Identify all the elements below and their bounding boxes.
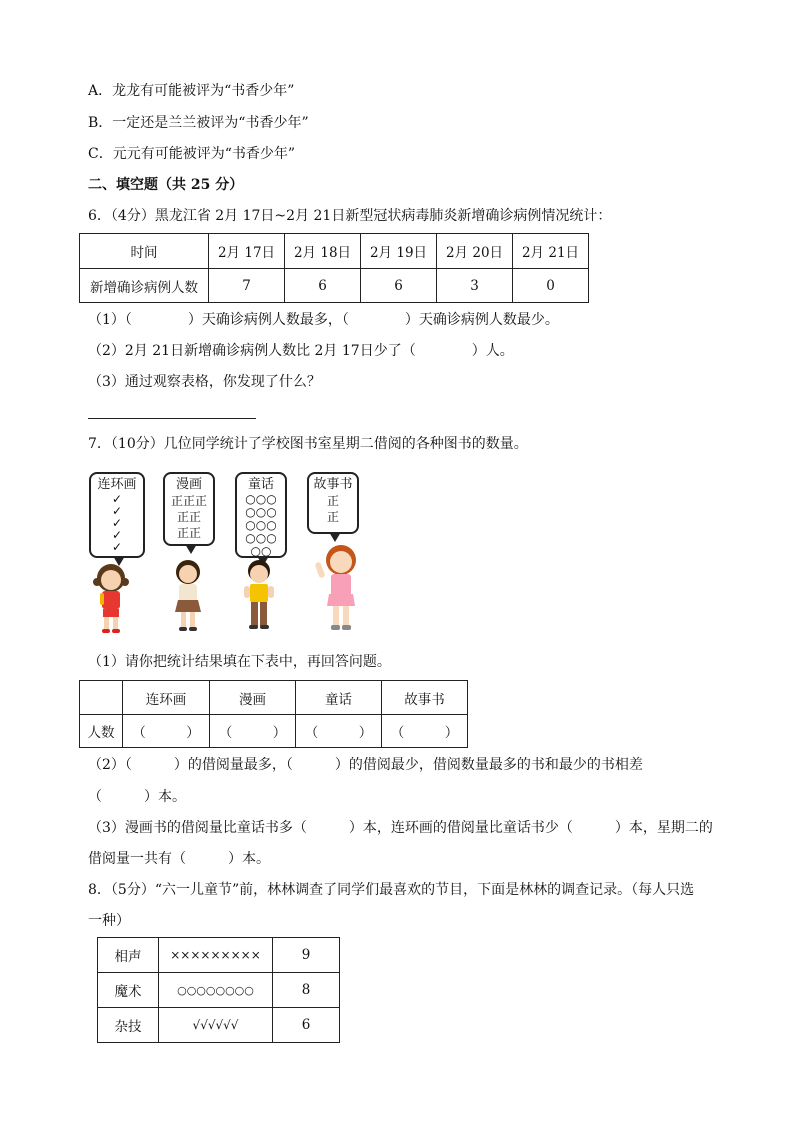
q6-date: 2月 21日 [513, 234, 589, 269]
q7-corner-cell [80, 681, 123, 715]
q6-sub2: （2）2月 21日新增确诊病例人数比 2月 17日少了（ ）人。 [88, 343, 514, 359]
bubble-manga-title: 漫画 [175, 477, 202, 492]
q6-table [79, 233, 589, 303]
q8-row [98, 938, 340, 973]
girl-2-illustration [168, 556, 208, 636]
q8-table [97, 937, 340, 1043]
option-c: C．元元有可能被评为“书香少年” [88, 146, 296, 162]
q6-count: 0 [513, 269, 589, 303]
q7-stem: 7．（10分）几位同学统计了学校图书室星期二借阅的各种图书的数量。 [88, 436, 528, 452]
q7-sub2-line1: （2）（ ）的借阅量最多，（ ）的借阅最少，借阅数量最多的书和最少的书相差 [88, 757, 643, 773]
q8-row [98, 973, 340, 1008]
q6-date: 2月 18日 [285, 234, 361, 269]
q7-table [79, 680, 468, 748]
q8-item-name: 相声 [98, 938, 159, 973]
q7-header: 故事书 [382, 681, 468, 715]
bubble-manga-marks: 正正正 正正 正正 [170, 494, 207, 540]
q6-count: 7 [209, 269, 285, 303]
bubble-story-marks: 正 正 [326, 494, 339, 524]
q6-count: 6 [361, 269, 437, 303]
q6-row-label: 新增确诊病例人数 [80, 269, 209, 303]
q7-blank[interactable]: （ ） [210, 715, 296, 748]
bubble-comics [89, 472, 145, 558]
q8-item-name: 魔术 [98, 973, 159, 1008]
girl-3-illustration [313, 540, 363, 636]
q7-row-label: 人数 [80, 715, 123, 748]
q6-sub3: （3）通过观察表格，你发现了什么？ [88, 374, 321, 390]
q7-sub3-line2: 借阅量一共有（ ）本。 [88, 851, 270, 867]
q7-header: 童话 [296, 681, 382, 715]
bubble-comics-marks: ✓ ✓ ✓ ✓ ✓ [111, 492, 123, 554]
q6-date: 2月 19日 [361, 234, 437, 269]
q8-stem-line2: 一种） [88, 913, 130, 929]
q7-blank[interactable]: （ ） [382, 715, 468, 748]
q6-count: 6 [285, 269, 361, 303]
q6-date: 2月 20日 [437, 234, 513, 269]
q8-stem-line1: 8．（5分）“六一儿童节”前，林林调查了同学们最喜欢的节目，下面是林林的调查记录。（每人只选 [88, 882, 695, 898]
bubble-story [307, 472, 359, 534]
bubble-fairy [235, 472, 287, 558]
q8-tally: ××××××××× [159, 938, 273, 973]
bubble-story-title: 故事书 [313, 477, 353, 492]
section-title: 二、填空题（共 25 分） [88, 177, 244, 193]
q7-sub2-line2: （ ）本。 [88, 789, 186, 805]
q6-date: 2月 17日 [209, 234, 285, 269]
q8-count: 8 [273, 973, 340, 1008]
option-a: A．龙龙有可能被评为“书香少年” [88, 83, 295, 99]
q6-header-label: 时间 [80, 234, 209, 269]
q8-count: 6 [273, 1008, 340, 1043]
q7-header: 连环画 [123, 681, 210, 715]
q7-sub1: （1）请你把统计结果填在下表中，再回答问题。 [88, 654, 391, 670]
q6-sub1: （1）（ ）天确诊病例人数最多，（ ）天确诊病例人数最少。 [88, 312, 559, 328]
q8-count: 9 [273, 938, 340, 973]
bubble-fairy-title: 童话 [247, 477, 274, 492]
option-b: B．一定还是兰兰被评为“书香少年” [88, 115, 309, 131]
q8-item-name: 杂技 [98, 1008, 159, 1043]
q6-stem: 6．（4分）黑龙江省 2月 17日~2月 21日新型冠状病毒肺炎新增确诊病例情况统计： [88, 208, 612, 224]
bubble-comics-title: 连环画 [97, 477, 137, 492]
q6-count: 3 [437, 269, 513, 303]
q7-header: 漫画 [210, 681, 296, 715]
q7-sub3-line1: （3）漫画书的借阅量比童话书多（ ）本，连环画的借阅量比童话书少（ ）本，星期二的 [88, 820, 713, 836]
bubble-fairy-marks: ○○○ ○○○ ○○○ ○○○ ○○ [245, 492, 277, 558]
q8-tally: ○○○○○○○○ [159, 973, 273, 1008]
q8-row [98, 1008, 340, 1043]
q6-answer-line [88, 418, 256, 419]
q7-blank[interactable]: （ ） [123, 715, 210, 748]
q7-blank[interactable]: （ ） [296, 715, 382, 748]
bubble-manga [163, 472, 215, 546]
girl-1-illustration [88, 560, 134, 636]
q8-tally: √√√√√√ [159, 1008, 273, 1043]
boy-illustration [238, 556, 280, 636]
